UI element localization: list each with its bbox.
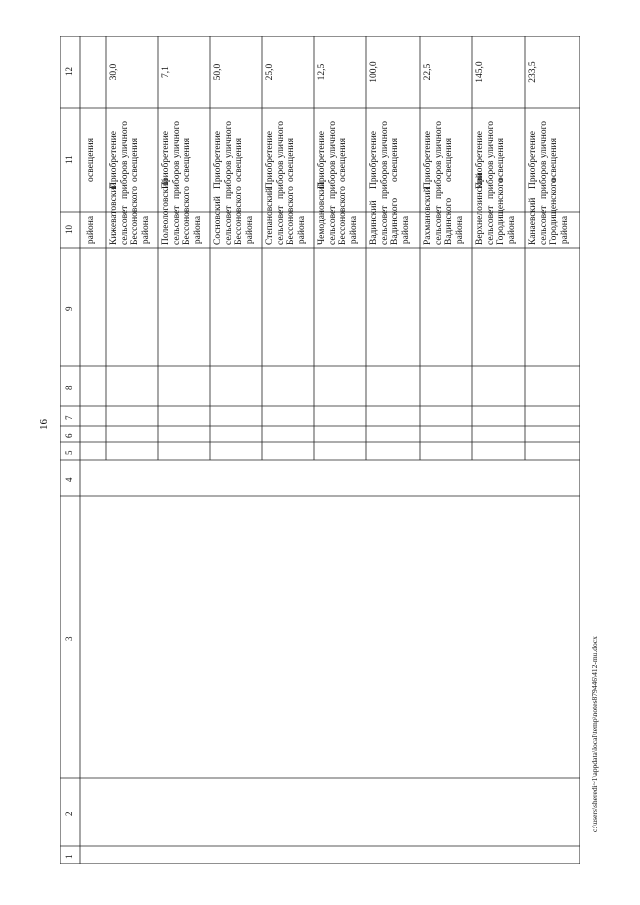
column-number-2: 2 bbox=[64, 811, 74, 816]
cell-purpose: Приобретение приборов уличного освещения bbox=[265, 120, 296, 200]
cell-municipality: Вадинский сельсовет Вадинского района bbox=[369, 197, 411, 245]
cell-municipality: Верхнелозинский сельсовет Городищенского района bbox=[475, 173, 517, 245]
cell-amount: 25,0 bbox=[265, 63, 275, 81]
column-number-7: 7 bbox=[64, 415, 74, 420]
cell-amount: 30,0 bbox=[109, 63, 119, 81]
cell-purpose: Приобретение приборов уличного освещения bbox=[109, 120, 140, 200]
cell-amount: 233,5 bbox=[528, 61, 538, 83]
footer-file-path: c:\users\sheredi~1\appdata\local\temp\notes879446\412-mu.docx bbox=[590, 636, 599, 832]
cell-amount: 100,0 bbox=[369, 61, 379, 83]
cell-amount: 7,1 bbox=[161, 66, 171, 78]
cell-municipality: Сосновский сельсовет Бессоновского района bbox=[213, 186, 255, 245]
column-number-12: 12 bbox=[64, 67, 74, 76]
column-number-5: 5 bbox=[64, 450, 74, 455]
cell-amount: 22,5 bbox=[423, 63, 433, 81]
cell-amount: 145,0 bbox=[475, 61, 485, 83]
column-number-4: 4 bbox=[64, 477, 74, 482]
cell-purpose: Приобретение приборов уличного освещения bbox=[317, 120, 348, 200]
cell-municipality: Кижеватовский сельсовет Бессоновского района bbox=[109, 182, 151, 245]
column-number-8: 8 bbox=[64, 385, 74, 390]
cell-amount: 50,0 bbox=[213, 63, 223, 81]
cell-purpose: Приобретение приборов уличного освещения bbox=[528, 120, 559, 200]
column-number-10: 10 bbox=[64, 225, 74, 234]
cell-purpose: Приобретение приборов уличного освещения bbox=[161, 120, 192, 200]
cell-municipality: Канаевский сельсовет Городищенского района bbox=[528, 178, 570, 245]
cell-purpose: Приобретение приборов уличного освещения bbox=[423, 120, 454, 200]
column-number-9: 9 bbox=[64, 306, 74, 311]
cell-purpose: Приобретение приборов уличного освещения bbox=[369, 120, 400, 200]
column-number-11: 11 bbox=[64, 155, 74, 164]
cell-municipality: Полеологовский сельсовет Бессоновского района bbox=[161, 178, 203, 245]
column-number-3: 3 bbox=[64, 636, 74, 641]
cell-municipality: Рахмановский сельсовет Вадинского района bbox=[423, 187, 465, 245]
data-table bbox=[60, 36, 580, 864]
cell-purpose: Приобретение приборов уличного освещения bbox=[475, 120, 506, 200]
cell-municipality: Чемодановский сельсовет Бессоновского района bbox=[317, 181, 359, 245]
column-number-1: 1 bbox=[64, 854, 74, 859]
cell-purpose: Приобретение приборов уличного освещения bbox=[213, 120, 244, 200]
page-number: 16 bbox=[38, 419, 50, 430]
col11-header-text: освещения bbox=[86, 138, 96, 182]
col10-header-text: района bbox=[86, 215, 96, 245]
cell-amount: 12,5 bbox=[317, 63, 327, 81]
cell-municipality: Степановский сельсовет Бессоновского района bbox=[265, 186, 307, 245]
column-number-6: 6 bbox=[64, 433, 74, 438]
